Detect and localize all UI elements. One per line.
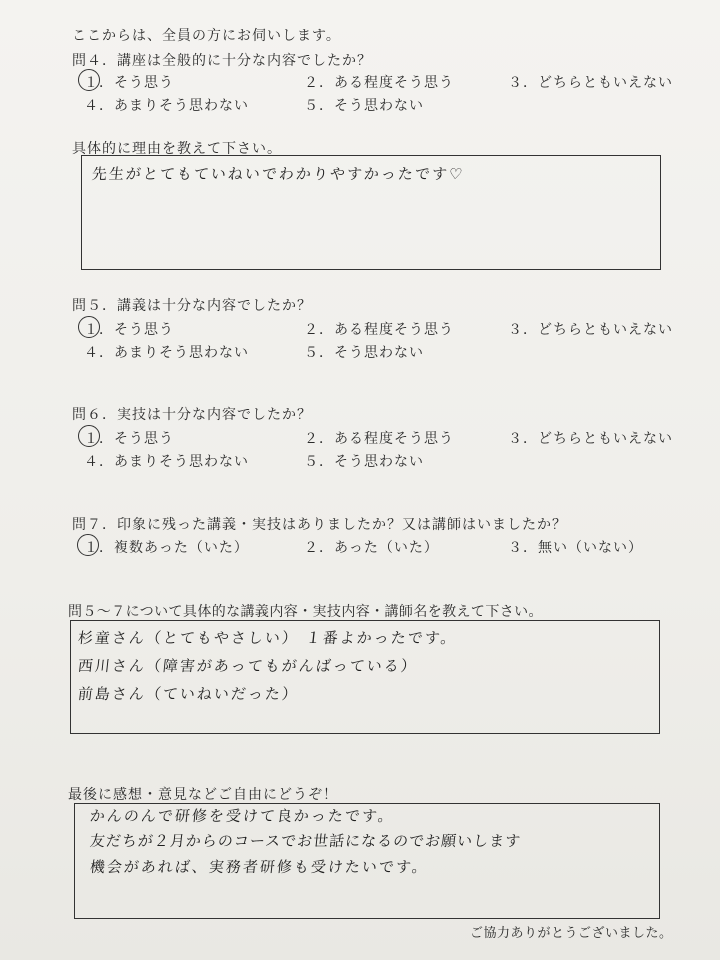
q5-option-2[interactable]: ２．ある程度そう思う bbox=[304, 322, 454, 338]
details-line-2: 西川さん（障害があってもがんばっている） bbox=[77, 657, 419, 675]
q7-option-2[interactable]: ２．あった（いた） bbox=[304, 540, 439, 556]
comments-label: 最後に感想・意見などご自由にどうぞ！ bbox=[68, 787, 338, 803]
details-line-3: 前島さん（ていねいだった） bbox=[77, 685, 300, 703]
q5-option-5[interactable]: ５．そう思わない bbox=[304, 345, 424, 361]
q6-title: 問６．実技は十分な内容でしたか？ bbox=[72, 407, 312, 423]
q6-option-4[interactable]: ４．あまりそう思わない bbox=[84, 454, 249, 470]
q6-option-1[interactable]: １．そう思う bbox=[84, 431, 174, 447]
q7-title: 問７．印象に残った講義・実技はありましたか？又は講師はいましたか？ bbox=[72, 517, 567, 533]
q4-option-4[interactable]: ４．あまりそう思わない bbox=[84, 98, 249, 114]
q4-option-1[interactable]: １．そう思う bbox=[84, 75, 174, 91]
q6-option-2[interactable]: ２．ある程度そう思う bbox=[304, 431, 454, 447]
comments-line-3: 機会があれば、実務者研修も受けたいです。 bbox=[89, 858, 430, 876]
footer-thanks: ご協力ありがとうございました。 bbox=[470, 926, 673, 941]
reason-label: 具体的に理由を教えて下さい。 bbox=[72, 141, 282, 157]
q5-option-4[interactable]: ４．あまりそう思わない bbox=[84, 345, 249, 361]
q5-title: 問５．講義は十分な内容でしたか？ bbox=[72, 298, 312, 314]
q7-option-1[interactable]: １．複数あった（いた） bbox=[84, 540, 249, 556]
q6-option-5[interactable]: ５．そう思わない bbox=[304, 454, 424, 470]
q4-option-2[interactable]: ２．ある程度そう思う bbox=[304, 75, 454, 91]
q7-option-3[interactable]: ３．無い（いない） bbox=[508, 540, 643, 556]
q5-option-1[interactable]: １．そう思う bbox=[84, 322, 174, 338]
details-label: 問５～７について具体的な講義内容・実技内容・講師名を教えて下さい。 bbox=[68, 604, 543, 620]
details-line-1: 杉童さん（とてもやさしい） １番よかったです。 bbox=[77, 629, 459, 647]
q5-option-3[interactable]: ３．どちらともいえない bbox=[508, 322, 673, 338]
q6-option-3[interactable]: ３．どちらともいえない bbox=[508, 431, 673, 447]
comments-line-2: 友だちが２月からのコースでお世話になるのでお願いします bbox=[89, 832, 523, 850]
comments-line-1: かんのんで研修を受けて良かったです。 bbox=[89, 807, 396, 825]
reason-answer: 先生がとてもていねいでわかりやすかったです♡ bbox=[91, 165, 466, 183]
intro-text: ここからは、全員の方にお伺いします。 bbox=[72, 28, 341, 44]
q4-option-5[interactable]: ５．そう思わない bbox=[304, 98, 424, 114]
q4-option-3[interactable]: ３．どちらともいえない bbox=[508, 75, 673, 91]
q4-title: 問４．講座は全般的に十分な内容でしたか？ bbox=[72, 53, 372, 69]
